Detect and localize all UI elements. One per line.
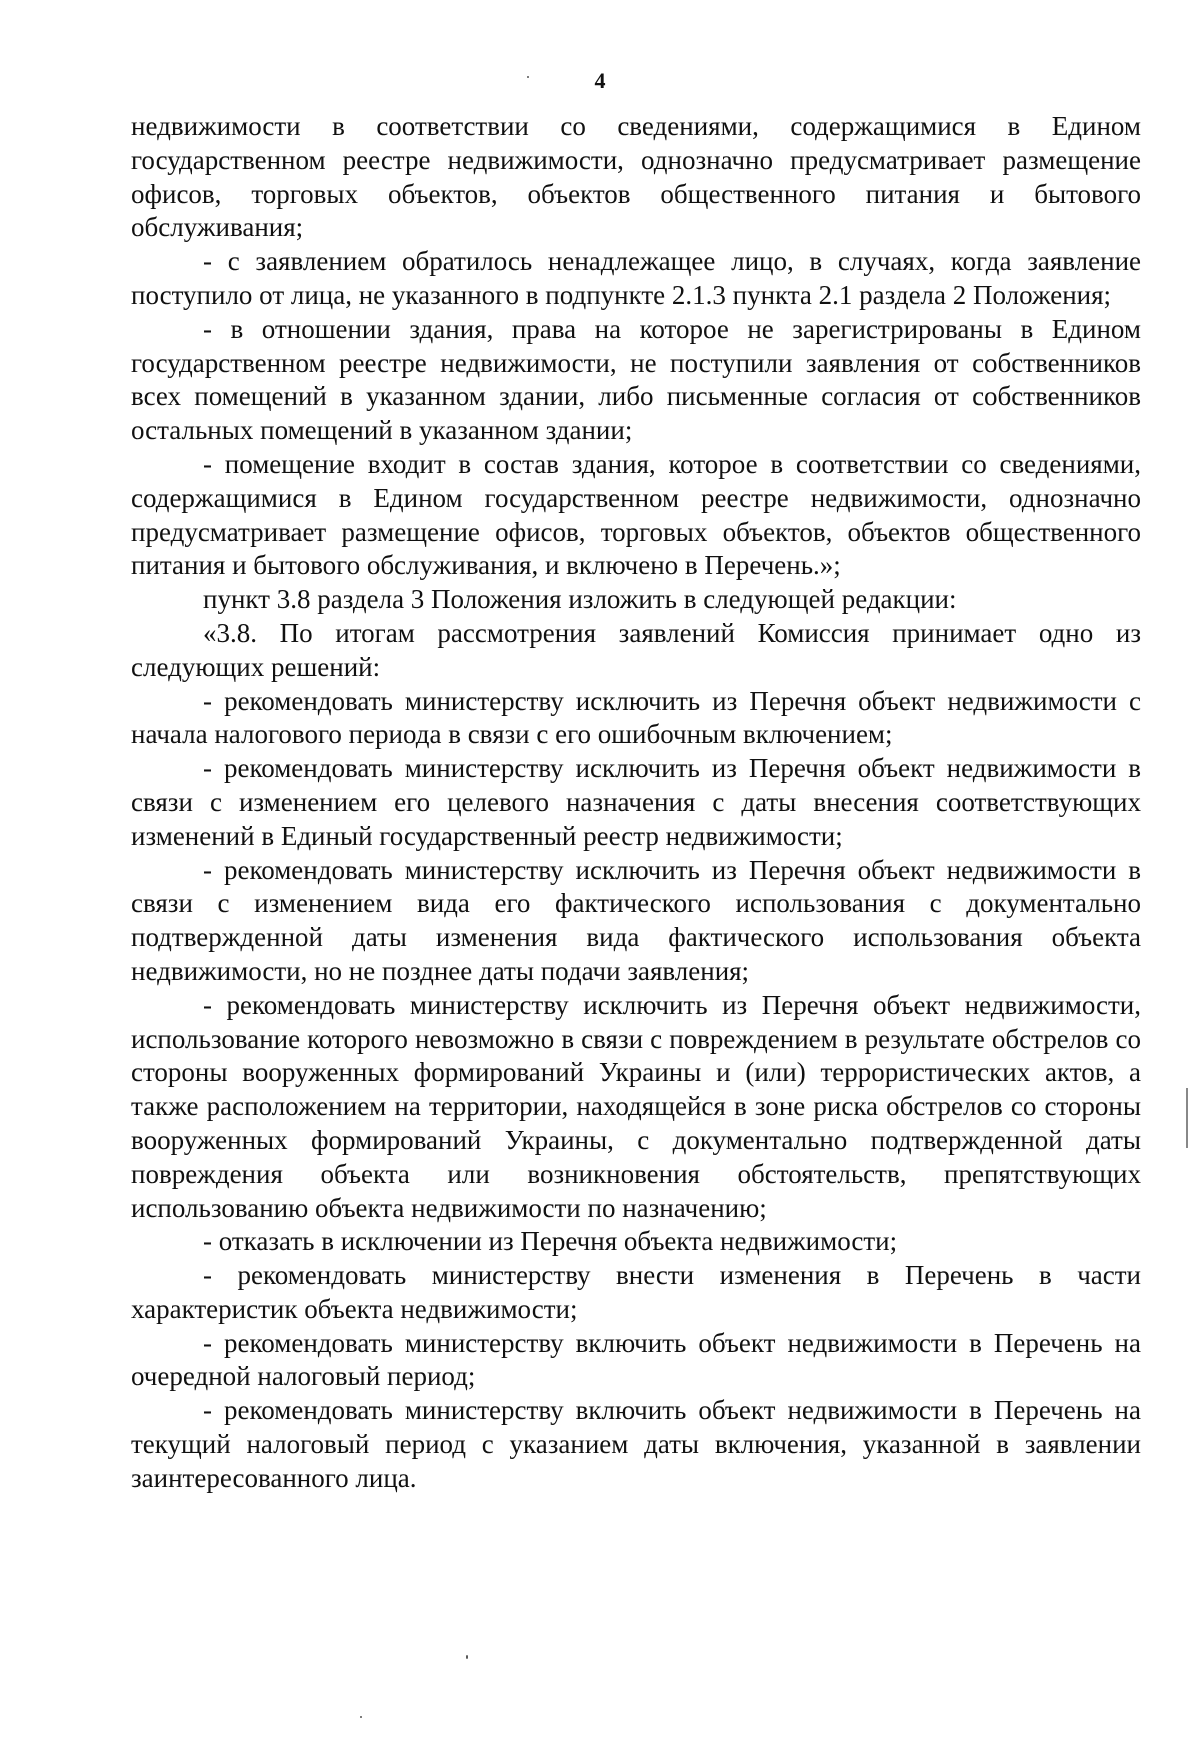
paragraph-clause-3-8-intro: пункт 3.8 раздела 3 Положения изложить в следующей редакции: bbox=[203, 584, 957, 615]
paragraph-clause-3-8: «3.8. По итогам рассмотрения заявлений Комиссия принимает одно из следующих решений: bbox=[131, 617, 1141, 682]
paragraph-premises-in-building: - помещение входит в состав здания, которое в соответствии со сведениями, содержащимися в Едином государственном реестре недвижимости, однозначно предусматривает размещение офисов, торговых объектов, объектов общественного питания и бытового обслуживания, и включено в Перечень.»; bbox=[131, 448, 1141, 581]
paragraph-continuation: недвижимости в соответствии со сведениями, содержащимися в Едином государственном реестре недвижимости, однозначно предусматривает размещение офисов, торговых объектов, объектов общественного питания и бытового обслуживания; bbox=[131, 111, 1141, 243]
paragraph-decision-actual-use-change: - рекомендовать министерству исключить из Перечня объект недвижимости в связи с изменением вида его фактического использования с документально подтвержденной даты изменения вида фактического использования объекта недвижимости, но не позднее даты подачи заявления; bbox=[131, 854, 1141, 986]
paragraph-decision-amend-characteristics: - рекомендовать министерству внести изменения в Перечень в части характеристик объекта недвижимости; bbox=[131, 1260, 1141, 1324]
paragraph-decision-refuse: - отказать в исключении из Перечня объекта недвижимости; bbox=[203, 1226, 898, 1257]
scan-edge-mark bbox=[1186, 1088, 1188, 1148]
paragraph-improper-applicant: - с заявлением обратилось ненадлежащее лицо, в случаях, когда заявление поступило от лица, не указанного в подпункте 2.1.3 пункта 2.1 раздела 2 Положения; bbox=[131, 246, 1141, 310]
paragraph-decision-erroneous-inclusion: - рекомендовать министерству исключить из Перечня объект недвижимости с начала налогового периода в связи с его ошибочным включением; bbox=[131, 685, 1141, 750]
scan-speck bbox=[527, 76, 529, 78]
document-body bbox=[131, 110, 1141, 1496]
paragraph-decision-include-current-period: - рекомендовать министерству включить объект недвижимости в Перечень на текущий налоговый период с указанием даты включения, указанной в заявлении заинтересованного лица. bbox=[131, 1395, 1141, 1493]
page-number: 4 bbox=[594, 68, 606, 93]
paragraph-unregistered-building: - в отношении здания, права на которое не зарегистрированы в Едином государственном реестре недвижимости, не поступили заявления от собственников всех помещений в указанном здании, либо письменные согласия от собственников остальных помещений в указанном здании; bbox=[131, 313, 1141, 446]
scan-speck bbox=[466, 1655, 468, 1659]
paragraph-decision-damage: - рекомендовать министерству исключить из Перечня объект недвижимости, использование которого невозможно в связи с повреждением в результате обстрелов со стороны вооруженных формирований Украины и (или) террористических актов, а также расположением на территории, находящейся в зоне риска обстрелов со стороны вооруженных формирований Украины, с документально подтвержденной даты повреждения объекта или возникновения обстоятельств, препятствующих использованию объекта недвижимости по назначению; bbox=[131, 989, 1141, 1223]
scan-speck bbox=[360, 1716, 362, 1718]
paragraph-decision-include-next-period: - рекомендовать министерству включить объект недвижимости в Перечень на очередной налоговый период; bbox=[131, 1327, 1141, 1392]
paragraph-decision-purpose-change: - рекомендовать министерству исключить из Перечня объект недвижимости в связи с изменением его целевого назначения с даты внесения соответствующих изменений в Единый государственный реестр недвижимости; bbox=[131, 753, 1141, 851]
